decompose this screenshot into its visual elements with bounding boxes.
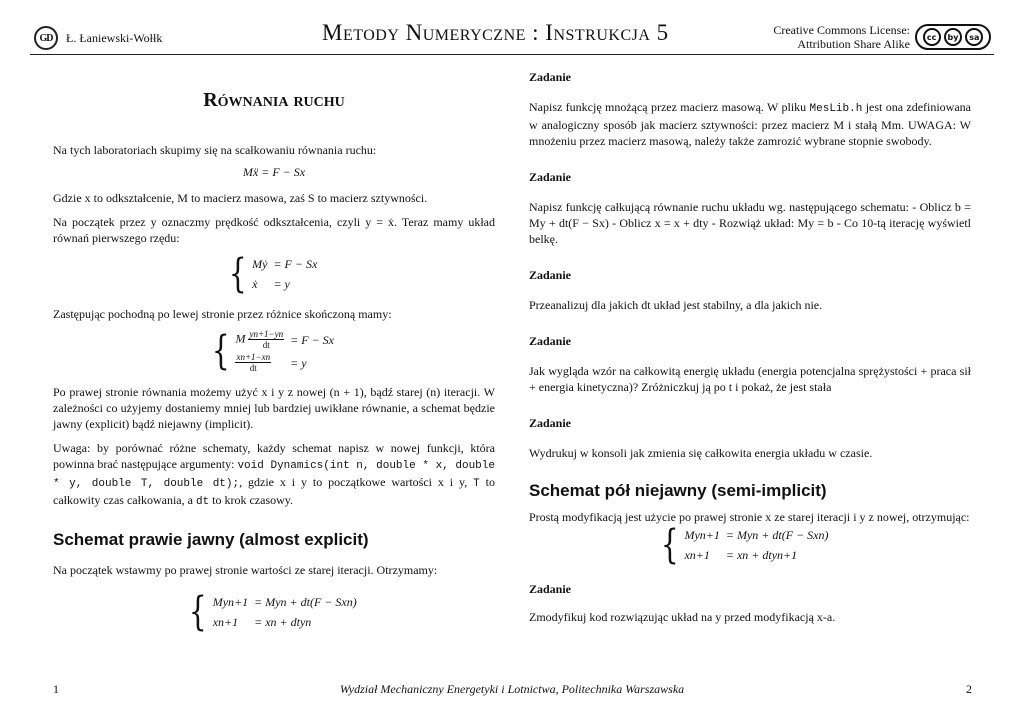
brace: { [189, 589, 207, 635]
task-print-energy: Wydrukuj w konsoli jak zmienia się całkowita energia układu w czasie. [529, 446, 873, 460]
function-signature: void Dynamics(int n, double * x, double * y, double T, double dt); [53, 460, 495, 490]
eq-rhs: = F − Sx [273, 257, 318, 271]
task-label: Zadanie [529, 268, 572, 282]
logo-icon: GD [34, 26, 58, 50]
eq-lhs: Myn+1 [212, 595, 249, 609]
paragraph-semi-modification: Prostą modyfikacją jest użycie po prawej stronie x ze starej iteracji i y z nowej, otrzymując: [529, 510, 970, 524]
eq-lhs: Myn+1 [684, 528, 720, 542]
equation-system-2 [53, 328, 495, 374]
brace: { [660, 522, 679, 568]
eq-rhs: = F − Sx [290, 332, 334, 347]
page-number-right: 2 [966, 682, 972, 696]
page-number-left: 1 [53, 682, 59, 696]
code-T: T [473, 478, 480, 490]
author-name: Ł. Łaniewski-Wołłk [66, 31, 163, 45]
license-text [773, 23, 910, 51]
fraction-numerator: yn+1−yn [249, 329, 284, 339]
equation-motion: Mẍ = F − Sx [242, 165, 306, 179]
task-label: Zadanie [529, 334, 572, 348]
paragraph-definitions: Gdzie x to odkształcenie, M to macierz masowa, zaś S to macierz sztywności. [53, 191, 428, 205]
eq-lhs: xn+1 [212, 615, 239, 629]
paragraph-velocity: Na początek przez y oznaczmy prędkość odkształcenia, czyli y = ẋ. Teraz mamy układ równań pierwszego rzędu: [53, 215, 495, 245]
fraction [235, 352, 271, 373]
heading-almost-explicit: Schemat prawie jawny (almost explicit) [53, 530, 369, 549]
eq-lhs [235, 351, 290, 374]
fraction-denominator: dt [249, 363, 257, 373]
footer-institution: Wydział Mechaniczny Energetyki i Lotnictwa, Politechnika Warszawska [339, 682, 685, 696]
equation-system-1 [53, 251, 495, 297]
fraction [248, 329, 284, 350]
code-dt: dt [195, 496, 210, 508]
paragraph-old-iteration: Na początek wstawmy po prawej stronie wartości ze starej iteracji. Otrzymamy: [53, 563, 438, 577]
note-text: Uwaga: by porównać różne schematy, każdy schemat napisz w nowej funkcji, która powinna brać następujące argumenty: [53, 441, 495, 471]
eq-rhs: = y [273, 277, 290, 291]
task-text: Napisz funkcję mnożącą przez macierz masową. W pliku [529, 100, 810, 114]
fraction-denominator: dt [262, 340, 270, 350]
section-title-rownania: Równania ruchu [203, 89, 345, 111]
mass-symbol: M [235, 331, 246, 346]
brace: { [211, 328, 230, 374]
right-column [529, 58, 971, 625]
eq-lhs: ẋ [252, 277, 258, 291]
task-text: jest ona zdefiniowana w analogiczny sposób jak macierz sztywności: przez macierz M i stałą Mm. UWAGA: W mnożeniu przez macierz masową, należy także zamrozić wybrane stopnie swobody. [529, 100, 971, 148]
left-column [53, 58, 495, 635]
paragraph-intro: Na tych laboratoriach skupimy się na scałkowaniu równania ruchu: [53, 143, 377, 157]
file-name: MesLib.h [809, 103, 863, 115]
paragraph-note [53, 440, 495, 510]
brace: { [228, 251, 247, 297]
equation-system-4 [529, 522, 971, 568]
task-mass-matrix [529, 99, 971, 149]
eq-lhs: Mẏ [252, 257, 268, 271]
task-label: Zadanie [529, 70, 572, 84]
task-label: Zadanie [529, 582, 572, 596]
header-rule [30, 54, 994, 55]
cc-icon: cc [923, 28, 941, 46]
task-label: Zadanie [529, 170, 572, 184]
fraction-numerator: xn+1−xn [236, 352, 271, 362]
license-line-2: Attribution Share Alike [797, 37, 910, 51]
eq-rhs: = y [290, 355, 307, 370]
task-integration: Napisz funkcję całkującą równanie ruchu układu wg. następującego schematu: - Oblicz b = My + dt(F − Sx) - Oblicz x = x + dty - Rozwiąż układ: My = b - Co 10-tą iterację wyświetl belkę. [529, 200, 971, 246]
task-stability: Przeanalizuj dla jakich dt układ jest stabilny, a dla jakich nie. [529, 298, 823, 312]
eq-rhs: = Myn + dt(F − Sxn) [725, 528, 829, 542]
eq-lhs: xn+1 [684, 548, 710, 562]
paragraph-schemes: Po prawej stronie równania możemy użyć x i y z nowej (n + 1), bądź starej (n) iteracji. W zależności co użyjemy dostaniemy mniej lub bardziej uwikłane równanie, a schemat będzie jawny (explicit) bądź niejawny (implicit). [53, 385, 495, 431]
page-title: Metody Numeryczne : Instrukcja 5 [322, 20, 669, 45]
eq-rhs: = xn + dtyn [254, 615, 312, 629]
cc-by-sa-badge [915, 24, 991, 50]
sa-icon: sa [965, 28, 983, 46]
note-text: to całkowity czas całkowania, a [53, 475, 495, 507]
equation-system-3 [53, 589, 495, 635]
eq-rhs: = xn + dtyn+1 [725, 548, 798, 562]
task-modify-code: Zmodyfikuj kod rozwiązując układ na y przed modyfikacją x-a. [529, 610, 836, 624]
paragraph-finite-difference: Zastępując pochodną po lewej stronie przez różnice skończoną mamy: [53, 307, 392, 321]
task-label: Zadanie [529, 416, 572, 430]
note-text: to krok czasowy. [209, 493, 294, 507]
eq-rhs: = Myn + dt(F − Sxn) [254, 595, 357, 609]
license-line-1: Creative Commons License: [773, 23, 910, 37]
by-icon: by [944, 28, 962, 46]
heading-semi-implicit: Schemat pół niejawny (semi-implicit) [529, 481, 827, 500]
eq-lhs [235, 328, 290, 351]
task-energy: Jak wygląda wzór na całkowitą energię układu (energia potencjalna sprężystości + praca sił + energia kinetyczna)? Zróżniczkuj ją po t i pokaż, że jest stała [529, 364, 971, 394]
note-text: , gdzie x i y to początkowe wartości x i y, [239, 475, 474, 489]
